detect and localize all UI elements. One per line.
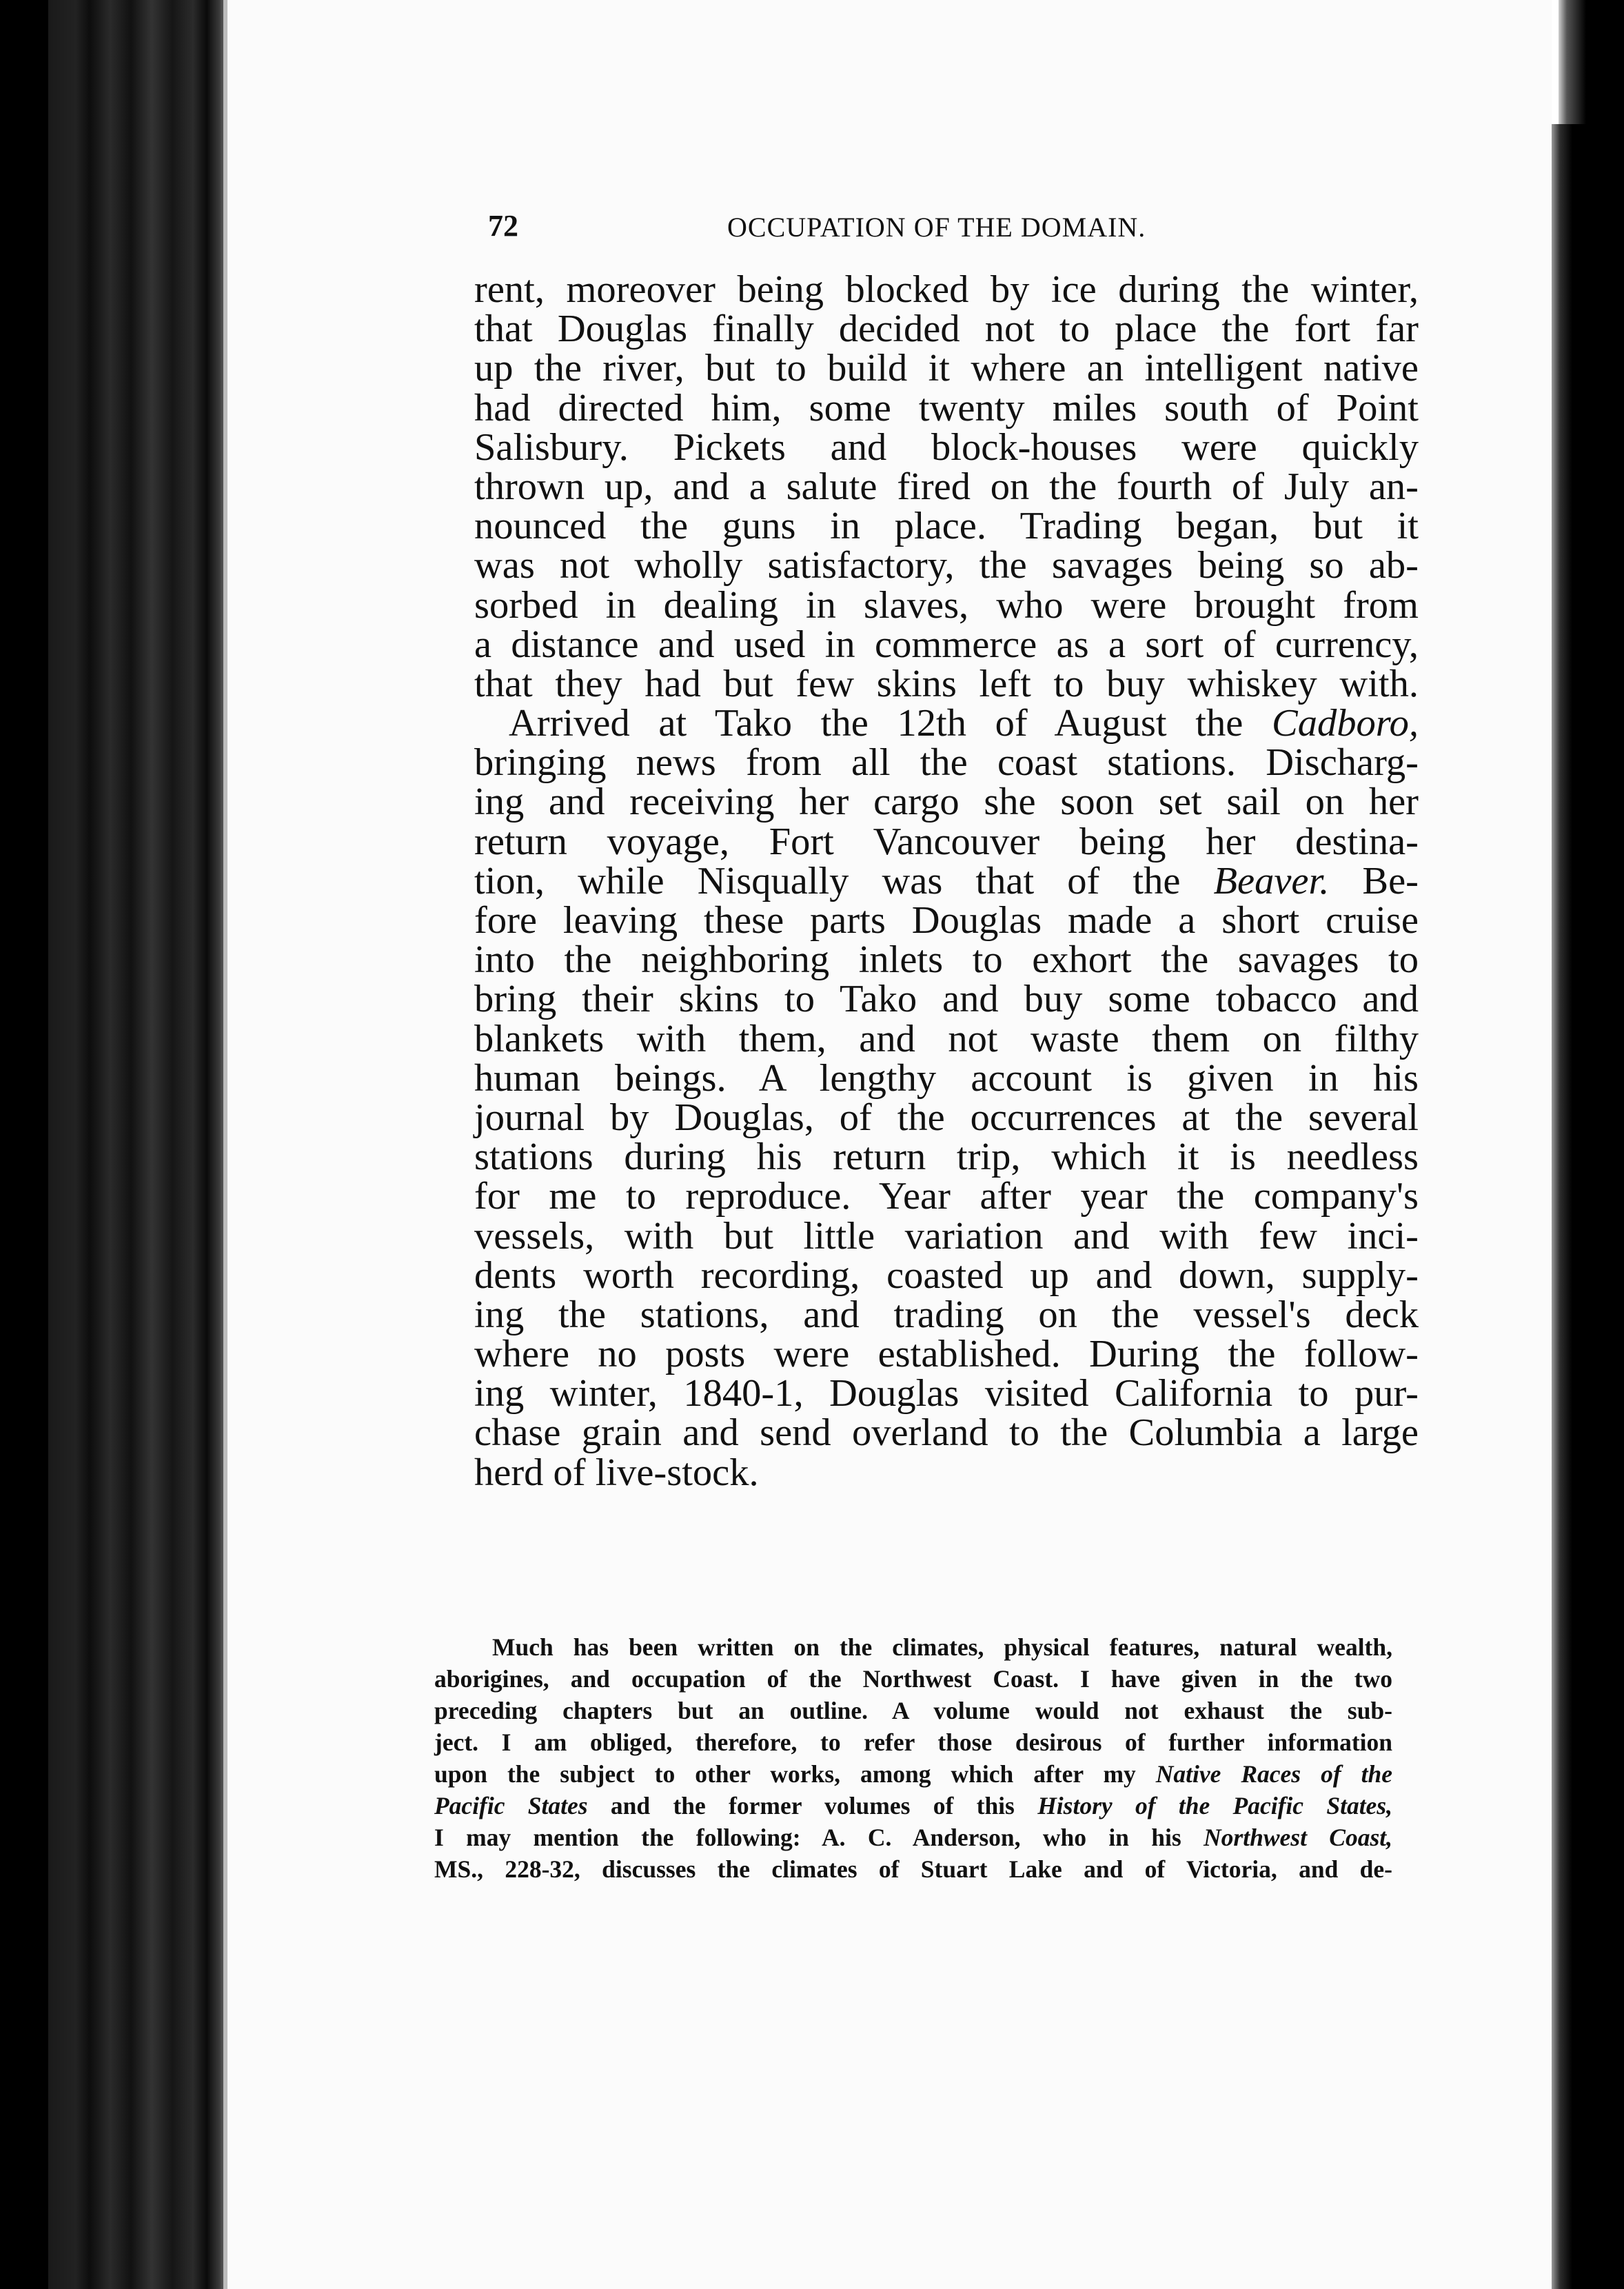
text-line: sorbed in dealing in slaves, who were brought from [474, 583, 1419, 627]
text-line: that Douglas finally decided not to place the fort far [474, 307, 1419, 351]
text-line: vessels, with but little variation and with few inci- [474, 1214, 1419, 1258]
italic-ship-name: Cadboro, [1272, 702, 1419, 745]
text-segment: tion, while Nisqually was that of the [474, 859, 1214, 903]
footnote [434, 1631, 1392, 1885]
text-line: where no posts were established. During the follow- [474, 1333, 1419, 1376]
footnote-segment: I may mention the following: A. C. Anderson, who in his [434, 1824, 1204, 1851]
text-line: human beings. A lengthy account is given in his [474, 1056, 1419, 1100]
text-line: journal by Douglas, of the occurrences at the several [474, 1096, 1419, 1139]
footnote-line: MS., 228-32, discusses the climates of Stuart Lake and of Victoria, and de- [434, 1855, 1392, 1883]
text-line: return voyage, Fort Vancouver being her destina- [474, 820, 1419, 863]
text-line: that they had but few skins left to buy whiskey with. [474, 662, 1419, 705]
footnote-line: ject. I am obliged, therefore, to refer those desirous of further information [434, 1728, 1392, 1756]
text-line: was not wholly satisfactory, the savages being so ab- [474, 544, 1419, 587]
text-line [474, 859, 1419, 903]
text-segment: Be- [1329, 859, 1419, 903]
footnote-italic-title: Pacific States [434, 1792, 588, 1819]
text-line [474, 704, 1419, 743]
text-line: herd of live-stock. [474, 1451, 759, 1494]
text-line: bring their skins to Tako and buy some tobacco and [474, 978, 1419, 1021]
running-head: OCCUPATION OF THE DOMAIN. [727, 212, 1146, 243]
text-line: into the neighboring inlets to exhort the savages to [474, 938, 1419, 982]
footnote-italic-title: Northwest Coast, [1204, 1824, 1392, 1851]
text-line: for me to reproduce. Year after year the company's [474, 1175, 1419, 1218]
text-line: thrown up, and a salute fired on the fourth of July an- [474, 465, 1419, 508]
text-line: blankets with them, and not waste them on filthy [474, 1017, 1419, 1060]
text-line: nounced the guns in place. Trading began, but it [474, 505, 1419, 548]
footnote-line [434, 1822, 1392, 1853]
footnote-line: preceding chapters but an outline. A volume would not exhaust the sub- [434, 1697, 1392, 1724]
text-line: ing and receiving her cargo she soon set sail on her [474, 780, 1419, 824]
footnote-line: Much has been written on the climates, physical features, natural wealth, [492, 1633, 1392, 1661]
text-line: a distance and used in commerce as a sort of currency, [474, 623, 1419, 666]
text-line: ing the stations, and trading on the vessel's deck [474, 1293, 1419, 1336]
book-edge-right-top [1559, 0, 1624, 124]
text-line: up the river, but to build it where an intelligent native [474, 347, 1419, 390]
text-line: bringing news from all the coast stations. Discharg- [474, 741, 1419, 785]
text-line: chase grain and send overland to the Columbia a large [474, 1411, 1419, 1455]
footnote-line [434, 1758, 1392, 1790]
page-header [488, 208, 1405, 256]
text-line: rent, moreover being blocked by ice during the winter, [474, 268, 1419, 311]
italic-ship-name: Beaver. [1213, 859, 1330, 903]
text-line: fore leaving these parts Douglas made a short cruise [474, 899, 1419, 942]
body-text [474, 270, 1419, 1493]
page-number: 72 [488, 209, 518, 243]
text-line: ing winter, 1840-1, Douglas visited California to pur- [474, 1372, 1419, 1415]
text-segment: Arrived at Tako the 12th of August the [509, 702, 1272, 745]
book-page-edges-left [0, 0, 227, 2289]
text-line: stations during his return trip, which it is needless [474, 1136, 1419, 1179]
footnote-line [434, 1790, 1392, 1822]
footnote-italic-title: History of the Pacific States, [1037, 1792, 1393, 1819]
footnote-italic-title: Native Races of the [1155, 1760, 1392, 1788]
text-line: had directed him, some twenty miles south of Point [474, 386, 1419, 430]
book-edge-right [1552, 124, 1624, 2289]
text-line: Salisbury. Pickets and block-houses were quickly [474, 425, 1419, 469]
footnote-line: aborigines, and occupation of the Northwest Coast. I have given in the two [434, 1665, 1392, 1693]
footnote-segment: upon the subject to other works, among which after my [434, 1760, 1156, 1788]
footnote-segment: and the former volumes of this [587, 1792, 1038, 1819]
text-line: dents worth recording, coasted up and down, supply- [474, 1253, 1419, 1297]
